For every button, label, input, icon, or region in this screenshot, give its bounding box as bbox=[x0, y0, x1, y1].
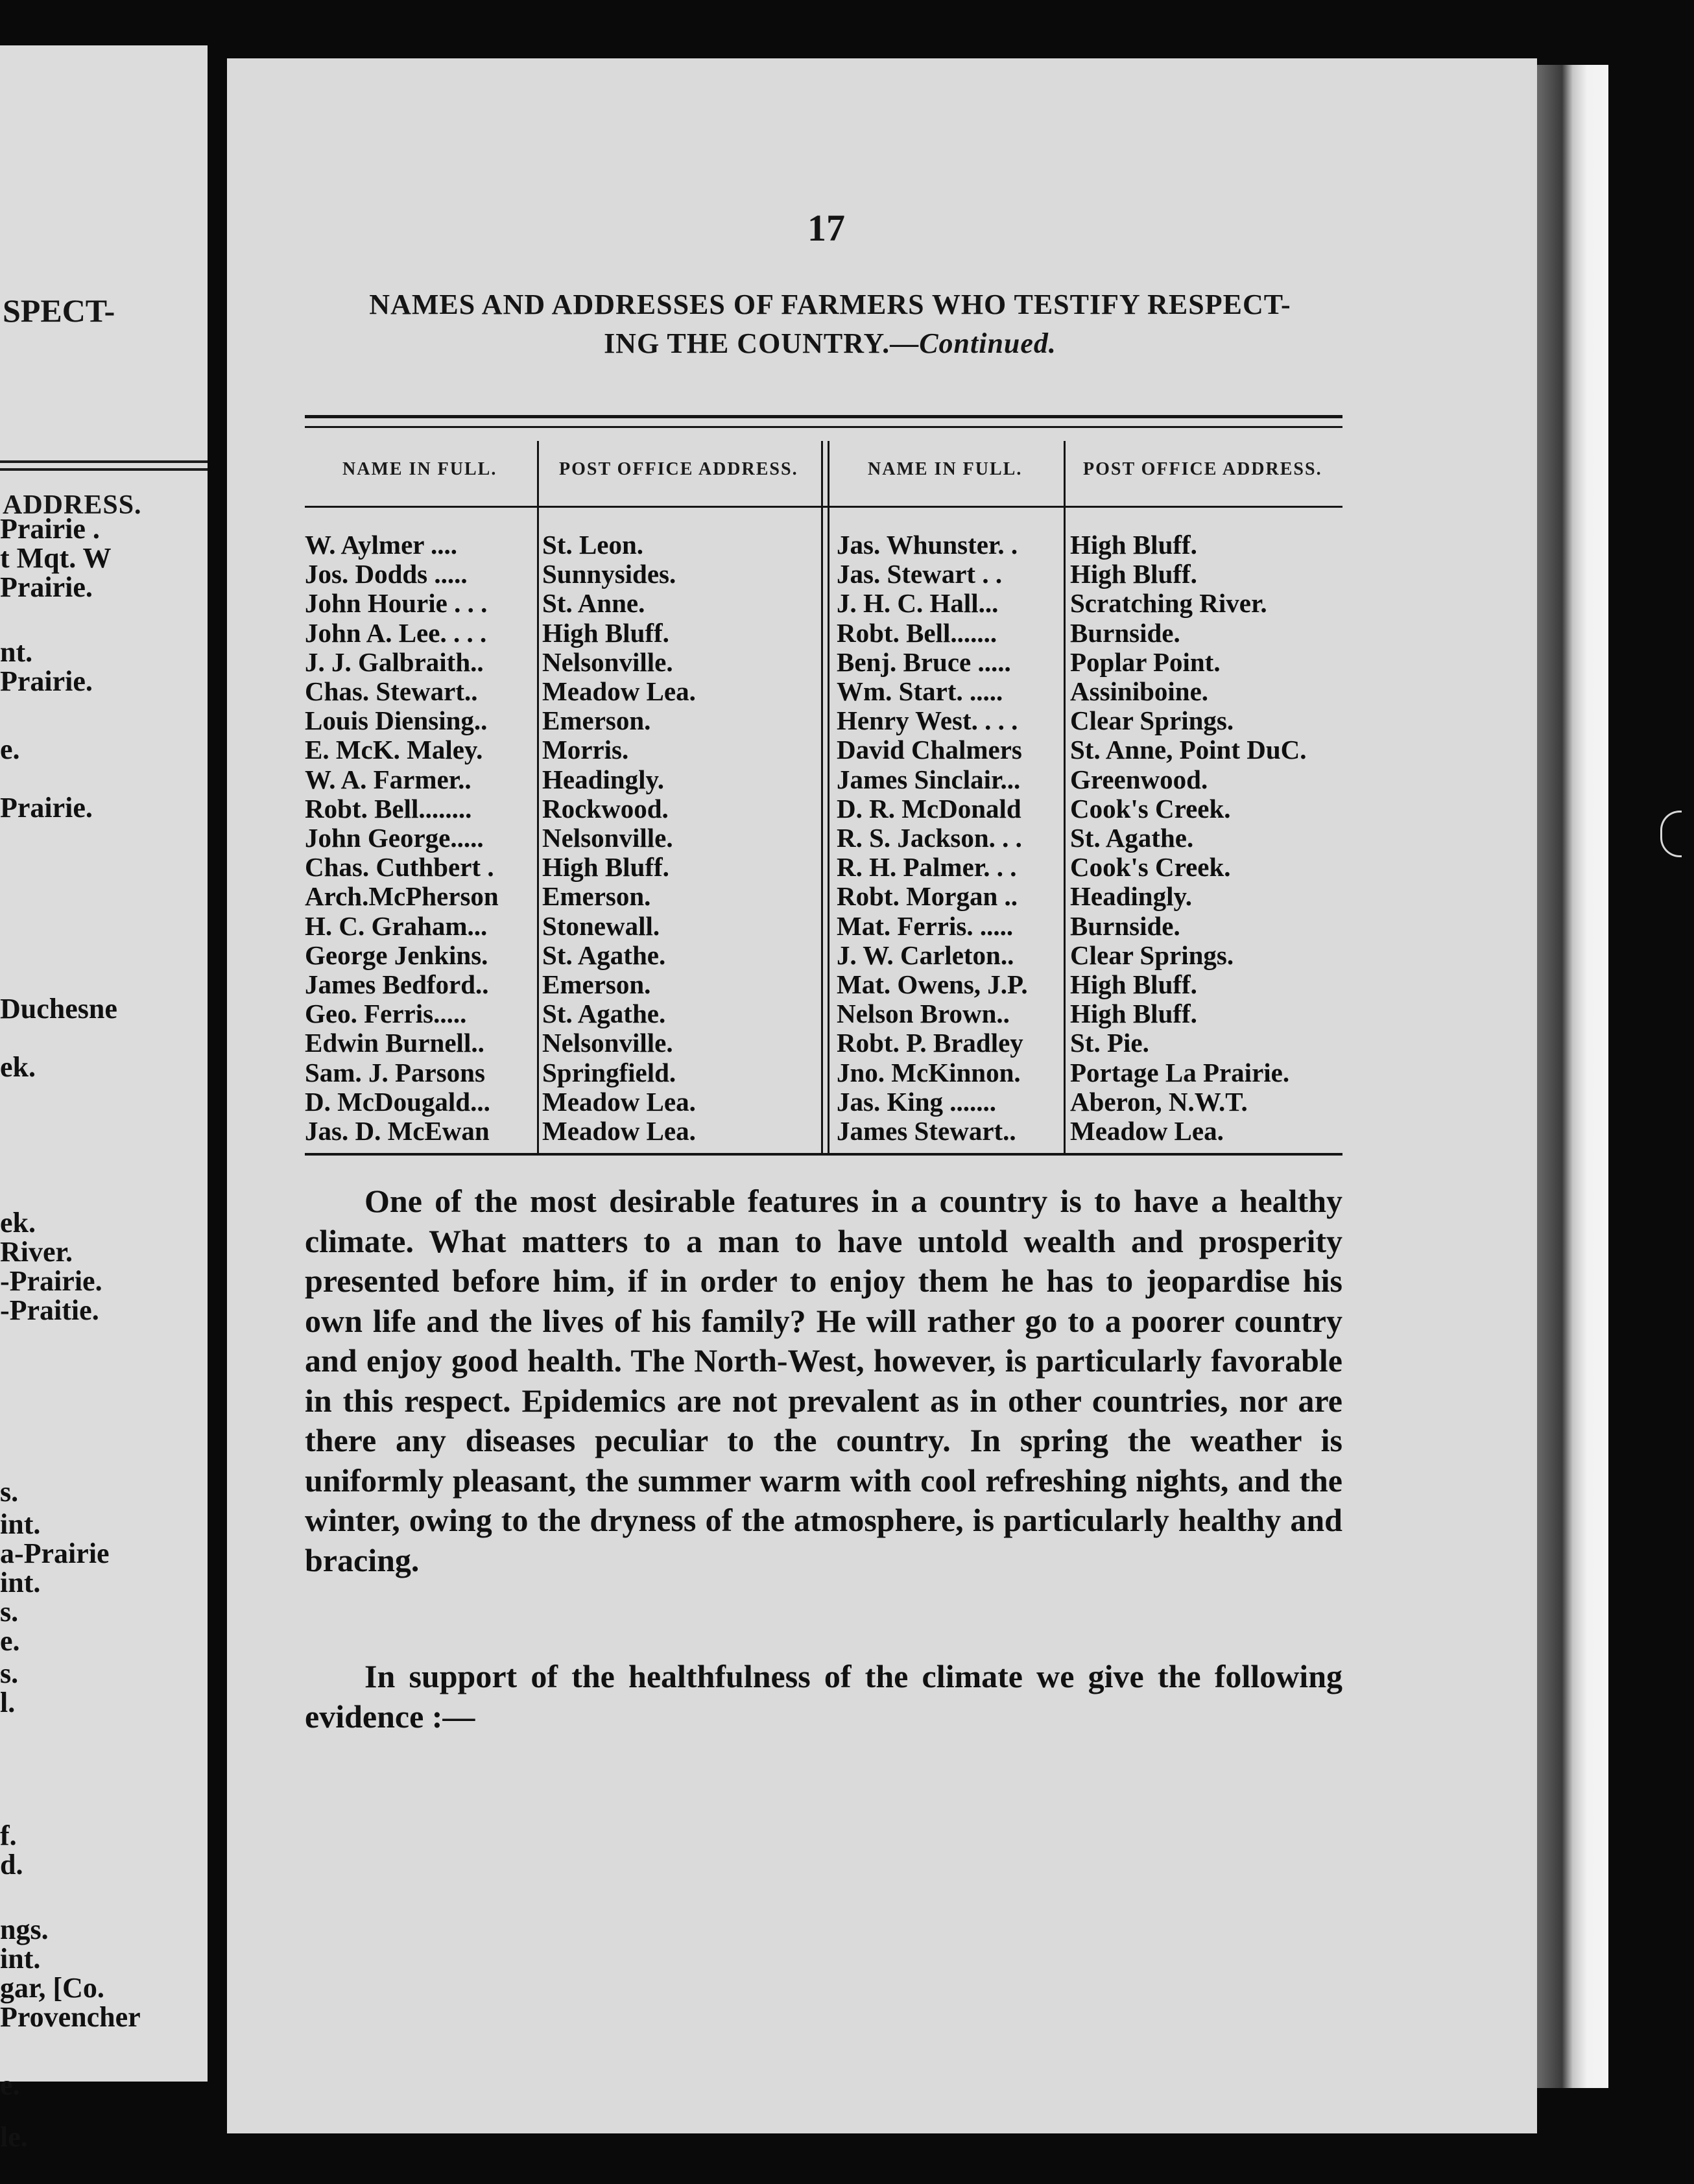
address-cell: Assiniboine. bbox=[1070, 676, 1209, 706]
previous-page-entry: Duchesne bbox=[0, 993, 117, 1025]
name-cell: Geo. Ferris..... bbox=[305, 999, 467, 1029]
previous-page-entry: River. bbox=[0, 1236, 73, 1268]
previous-page-entry: s. bbox=[0, 1596, 19, 1628]
name-cell: James Bedford.. bbox=[305, 969, 489, 999]
address-cell: St. Agathe. bbox=[1070, 823, 1194, 853]
table-top-rule-thin bbox=[305, 426, 1342, 428]
address-cell: High Bluff. bbox=[542, 617, 669, 648]
previous-page-entry: le. bbox=[0, 2121, 28, 2153]
column-divider bbox=[537, 441, 539, 1153]
previous-page-entry: Prairie. bbox=[0, 571, 93, 603]
name-cell: John George..... bbox=[305, 823, 484, 853]
address-cell: High Bluff. bbox=[1070, 999, 1197, 1029]
address-cell: St. Pie. bbox=[1070, 1028, 1149, 1058]
name-cell: R. H. Palmer. . . bbox=[837, 852, 1017, 883]
previous-page-entry: ngs. bbox=[0, 1914, 49, 1945]
name-cell: Louis Diensing.. bbox=[305, 706, 488, 736]
name-cell: Jas. Stewart . . bbox=[837, 559, 1003, 589]
header-address-right: POST OFFICE ADDRESS. bbox=[1083, 459, 1322, 479]
address-cell: Scratching River. bbox=[1070, 588, 1267, 619]
address-cell: Springfield. bbox=[542, 1057, 676, 1087]
previous-page-rule bbox=[0, 460, 208, 463]
name-cell: Benj. Bruce ..... bbox=[837, 647, 1011, 677]
address-cell: Headingly. bbox=[542, 764, 664, 794]
previous-page-entry: int. bbox=[0, 1508, 41, 1540]
address-cell: Meadow Lea. bbox=[1070, 1116, 1224, 1146]
previous-page-fragment bbox=[0, 45, 208, 2153]
address-cell: Cook's Creek. bbox=[1070, 852, 1231, 883]
previous-page-entry: t Mqt. W bbox=[0, 542, 112, 574]
previous-page-entry: gar, [Co. bbox=[0, 1972, 104, 2004]
name-cell: J. W. Carleton.. bbox=[837, 940, 1014, 970]
address-cell: St. Leon. bbox=[542, 530, 644, 560]
page-number: 17 bbox=[807, 207, 845, 249]
previous-page-entry: a-Prairie bbox=[0, 1537, 110, 1569]
name-cell: Arch.McPherson bbox=[305, 881, 499, 912]
address-cell: Clear Springs. bbox=[1070, 706, 1234, 736]
address-cell: Emerson. bbox=[542, 706, 651, 736]
title-line-2-main: ING THE COUNTRY.— bbox=[604, 327, 920, 359]
address-cell: Burnside. bbox=[1070, 910, 1180, 941]
climate-paragraph: One of the most desirable features in a country is to have a healthy climate. What matters to a man to have untold wealth and prosperity presented before him, if in order to enjoy them he has to jeopardise his own life and the lives of his family? He will rather go to a poorer country and enjoy good health. The North-West, however, is particularly favorable in this respect. Epidemics are not prevalent as in other countries, nor are there any diseases peculiar to the country. In spring the weather is uniformly pleasant, the summer warm with cool refreshing nights, and the winter, owing to the dryness of the atmosphere, is particularly healthy and bracing. bbox=[305, 1183, 1342, 1578]
column-divider-double bbox=[828, 441, 829, 1153]
previous-page-entry: -Praitie. bbox=[0, 1294, 99, 1326]
previous-page-entry: nt. bbox=[0, 636, 33, 668]
name-cell: Jas. D. McEwan bbox=[305, 1116, 490, 1146]
address-cell: Meadow Lea. bbox=[542, 676, 696, 706]
name-cell: Robt. Bell........ bbox=[305, 793, 472, 824]
address-cell: St. Anne. bbox=[542, 588, 645, 619]
page-edge bbox=[1537, 65, 1608, 2088]
previous-page-entry: Prairie . bbox=[0, 513, 100, 545]
address-cell: High Bluff. bbox=[1070, 559, 1197, 589]
name-cell: Wm. Start. ..... bbox=[837, 676, 1003, 706]
address-cell: Headingly. bbox=[1070, 881, 1192, 912]
address-cell: Aberon, N.W.T. bbox=[1070, 1086, 1248, 1117]
address-cell: St. Agathe. bbox=[542, 999, 666, 1029]
name-cell: David Chalmers bbox=[837, 735, 1022, 765]
previous-page-entry: int. bbox=[0, 1567, 41, 1598]
name-cell: Henry West. . . . bbox=[837, 706, 1018, 736]
page-title bbox=[305, 285, 1355, 363]
name-cell: Robt. Morgan .. bbox=[837, 881, 1018, 912]
table-top-rule bbox=[305, 415, 1342, 418]
name-cell: Robt. P. Bradley bbox=[837, 1028, 1023, 1058]
address-cell: Portage La Prairie. bbox=[1070, 1057, 1290, 1087]
address-cell: St. Agathe. bbox=[542, 940, 666, 970]
name-cell: E. McK. Maley. bbox=[305, 735, 483, 765]
name-cell: R. S. Jackson. . . bbox=[837, 823, 1022, 853]
table-bottom-rule bbox=[305, 1153, 1342, 1156]
name-cell: J. J. Galbraith.. bbox=[305, 647, 484, 677]
address-cell: St. Anne, Point DuC. bbox=[1070, 735, 1307, 765]
header-name-right: NAME IN FULL. bbox=[868, 459, 1023, 479]
column-divider bbox=[1064, 441, 1066, 1153]
address-cell: Emerson. bbox=[542, 969, 651, 999]
name-cell: J. H. C. Hall... bbox=[837, 588, 999, 619]
name-cell: James Sinclair... bbox=[837, 764, 1021, 794]
name-cell: Jas. Whunster. . bbox=[837, 530, 1018, 560]
address-cell: Sunnysides. bbox=[542, 559, 676, 589]
address-cell: Greenwood. bbox=[1070, 764, 1208, 794]
previous-page-entry: Prairie. bbox=[0, 665, 93, 697]
title-line-1: NAMES AND ADDRESSES OF FARMERS WHO TESTIFY RESPECT- bbox=[369, 289, 1291, 320]
name-cell: Sam. J. Parsons bbox=[305, 1057, 485, 1087]
name-cell: H. C. Graham... bbox=[305, 910, 488, 941]
previous-page-entry: Prairie. bbox=[0, 792, 93, 824]
address-cell: Nelsonville. bbox=[542, 647, 673, 677]
address-cell: Rockwood. bbox=[542, 793, 669, 824]
previous-page-entry: Provencher bbox=[0, 2001, 141, 2033]
name-cell: Mat. Ferris. ..... bbox=[837, 910, 1014, 941]
header-name-left: NAME IN FULL. bbox=[342, 459, 497, 479]
previous-page-entry: ek. bbox=[0, 1207, 36, 1239]
address-cell: Emerson. bbox=[542, 881, 651, 912]
previous-page-entry: e. bbox=[0, 733, 20, 765]
address-cell: High Bluff. bbox=[1070, 969, 1197, 999]
name-cell: George Jenkins. bbox=[305, 940, 488, 970]
address-cell: Burnside. bbox=[1070, 617, 1180, 648]
address-cell: Cook's Creek. bbox=[1070, 793, 1231, 824]
name-cell: Jno. McKinnon. bbox=[837, 1057, 1021, 1087]
name-cell: W. Aylmer .... bbox=[305, 530, 457, 560]
address-cell: High Bluff. bbox=[1070, 530, 1197, 560]
previous-page-entry: s. bbox=[0, 1657, 19, 1689]
address-cell: Nelsonville. bbox=[542, 823, 673, 853]
name-cell: Chas. Stewart.. bbox=[305, 676, 478, 706]
name-cell: Robt. Bell....... bbox=[837, 617, 997, 648]
address-cell: Morris. bbox=[542, 735, 629, 765]
table-header-rule bbox=[305, 506, 1342, 508]
previous-page-heading: SPECT- bbox=[3, 292, 115, 329]
name-cell: Jos. Dodds ..... bbox=[305, 559, 468, 589]
name-cell: Edwin Burnell.. bbox=[305, 1028, 484, 1058]
header-address-left: POST OFFICE ADDRESS. bbox=[559, 459, 798, 479]
previous-page-entry: l. bbox=[0, 1687, 16, 1718]
address-cell: Stonewall. bbox=[542, 910, 660, 941]
title-line-2 bbox=[305, 324, 1355, 363]
previous-page-entry: e. bbox=[0, 2069, 20, 2101]
address-cell: Poplar Point. bbox=[1070, 647, 1221, 677]
name-cell: James Stewart.. bbox=[837, 1116, 1016, 1146]
address-cell: Clear Springs. bbox=[1070, 940, 1234, 970]
name-cell: D. R. McDonald bbox=[837, 793, 1021, 824]
column-divider-double bbox=[821, 441, 823, 1153]
address-cell: Meadow Lea. bbox=[542, 1086, 696, 1117]
previous-page-entry: -Prairie. bbox=[0, 1265, 102, 1297]
title-continued: Continued. bbox=[919, 327, 1056, 359]
address-cell: Nelsonville. bbox=[542, 1028, 673, 1058]
previous-page-entry: d. bbox=[0, 1849, 23, 1881]
edge-mark bbox=[1660, 811, 1682, 857]
previous-page-column-header: ADDRESS. bbox=[3, 490, 142, 520]
name-cell: W. A. Farmer.. bbox=[305, 764, 471, 794]
previous-page-entry: s. bbox=[0, 1476, 19, 1508]
name-cell: Chas. Cuthbert . bbox=[305, 852, 494, 883]
evidence-paragraph: In support of the healthfulness of the climate we give the following evidence :— bbox=[305, 1658, 1342, 1735]
previous-page-entry: f. bbox=[0, 1820, 17, 1851]
name-cell: Mat. Owens, J.P. bbox=[837, 969, 1028, 999]
previous-page-entry: int. bbox=[0, 1943, 41, 1975]
name-cell: Jas. King ....... bbox=[837, 1086, 997, 1117]
name-cell: John A. Lee. . . . bbox=[305, 617, 487, 648]
address-cell: Meadow Lea. bbox=[542, 1116, 696, 1146]
previous-page-rule bbox=[0, 468, 208, 471]
name-cell: D. McDougald... bbox=[305, 1086, 490, 1117]
previous-page-entry: e. bbox=[0, 1625, 20, 1657]
previous-page-entry: ek. bbox=[0, 1051, 36, 1083]
name-cell: Nelson Brown.. bbox=[837, 999, 1010, 1029]
name-cell: John Hourie . . . bbox=[305, 588, 488, 619]
address-cell: High Bluff. bbox=[542, 852, 669, 883]
